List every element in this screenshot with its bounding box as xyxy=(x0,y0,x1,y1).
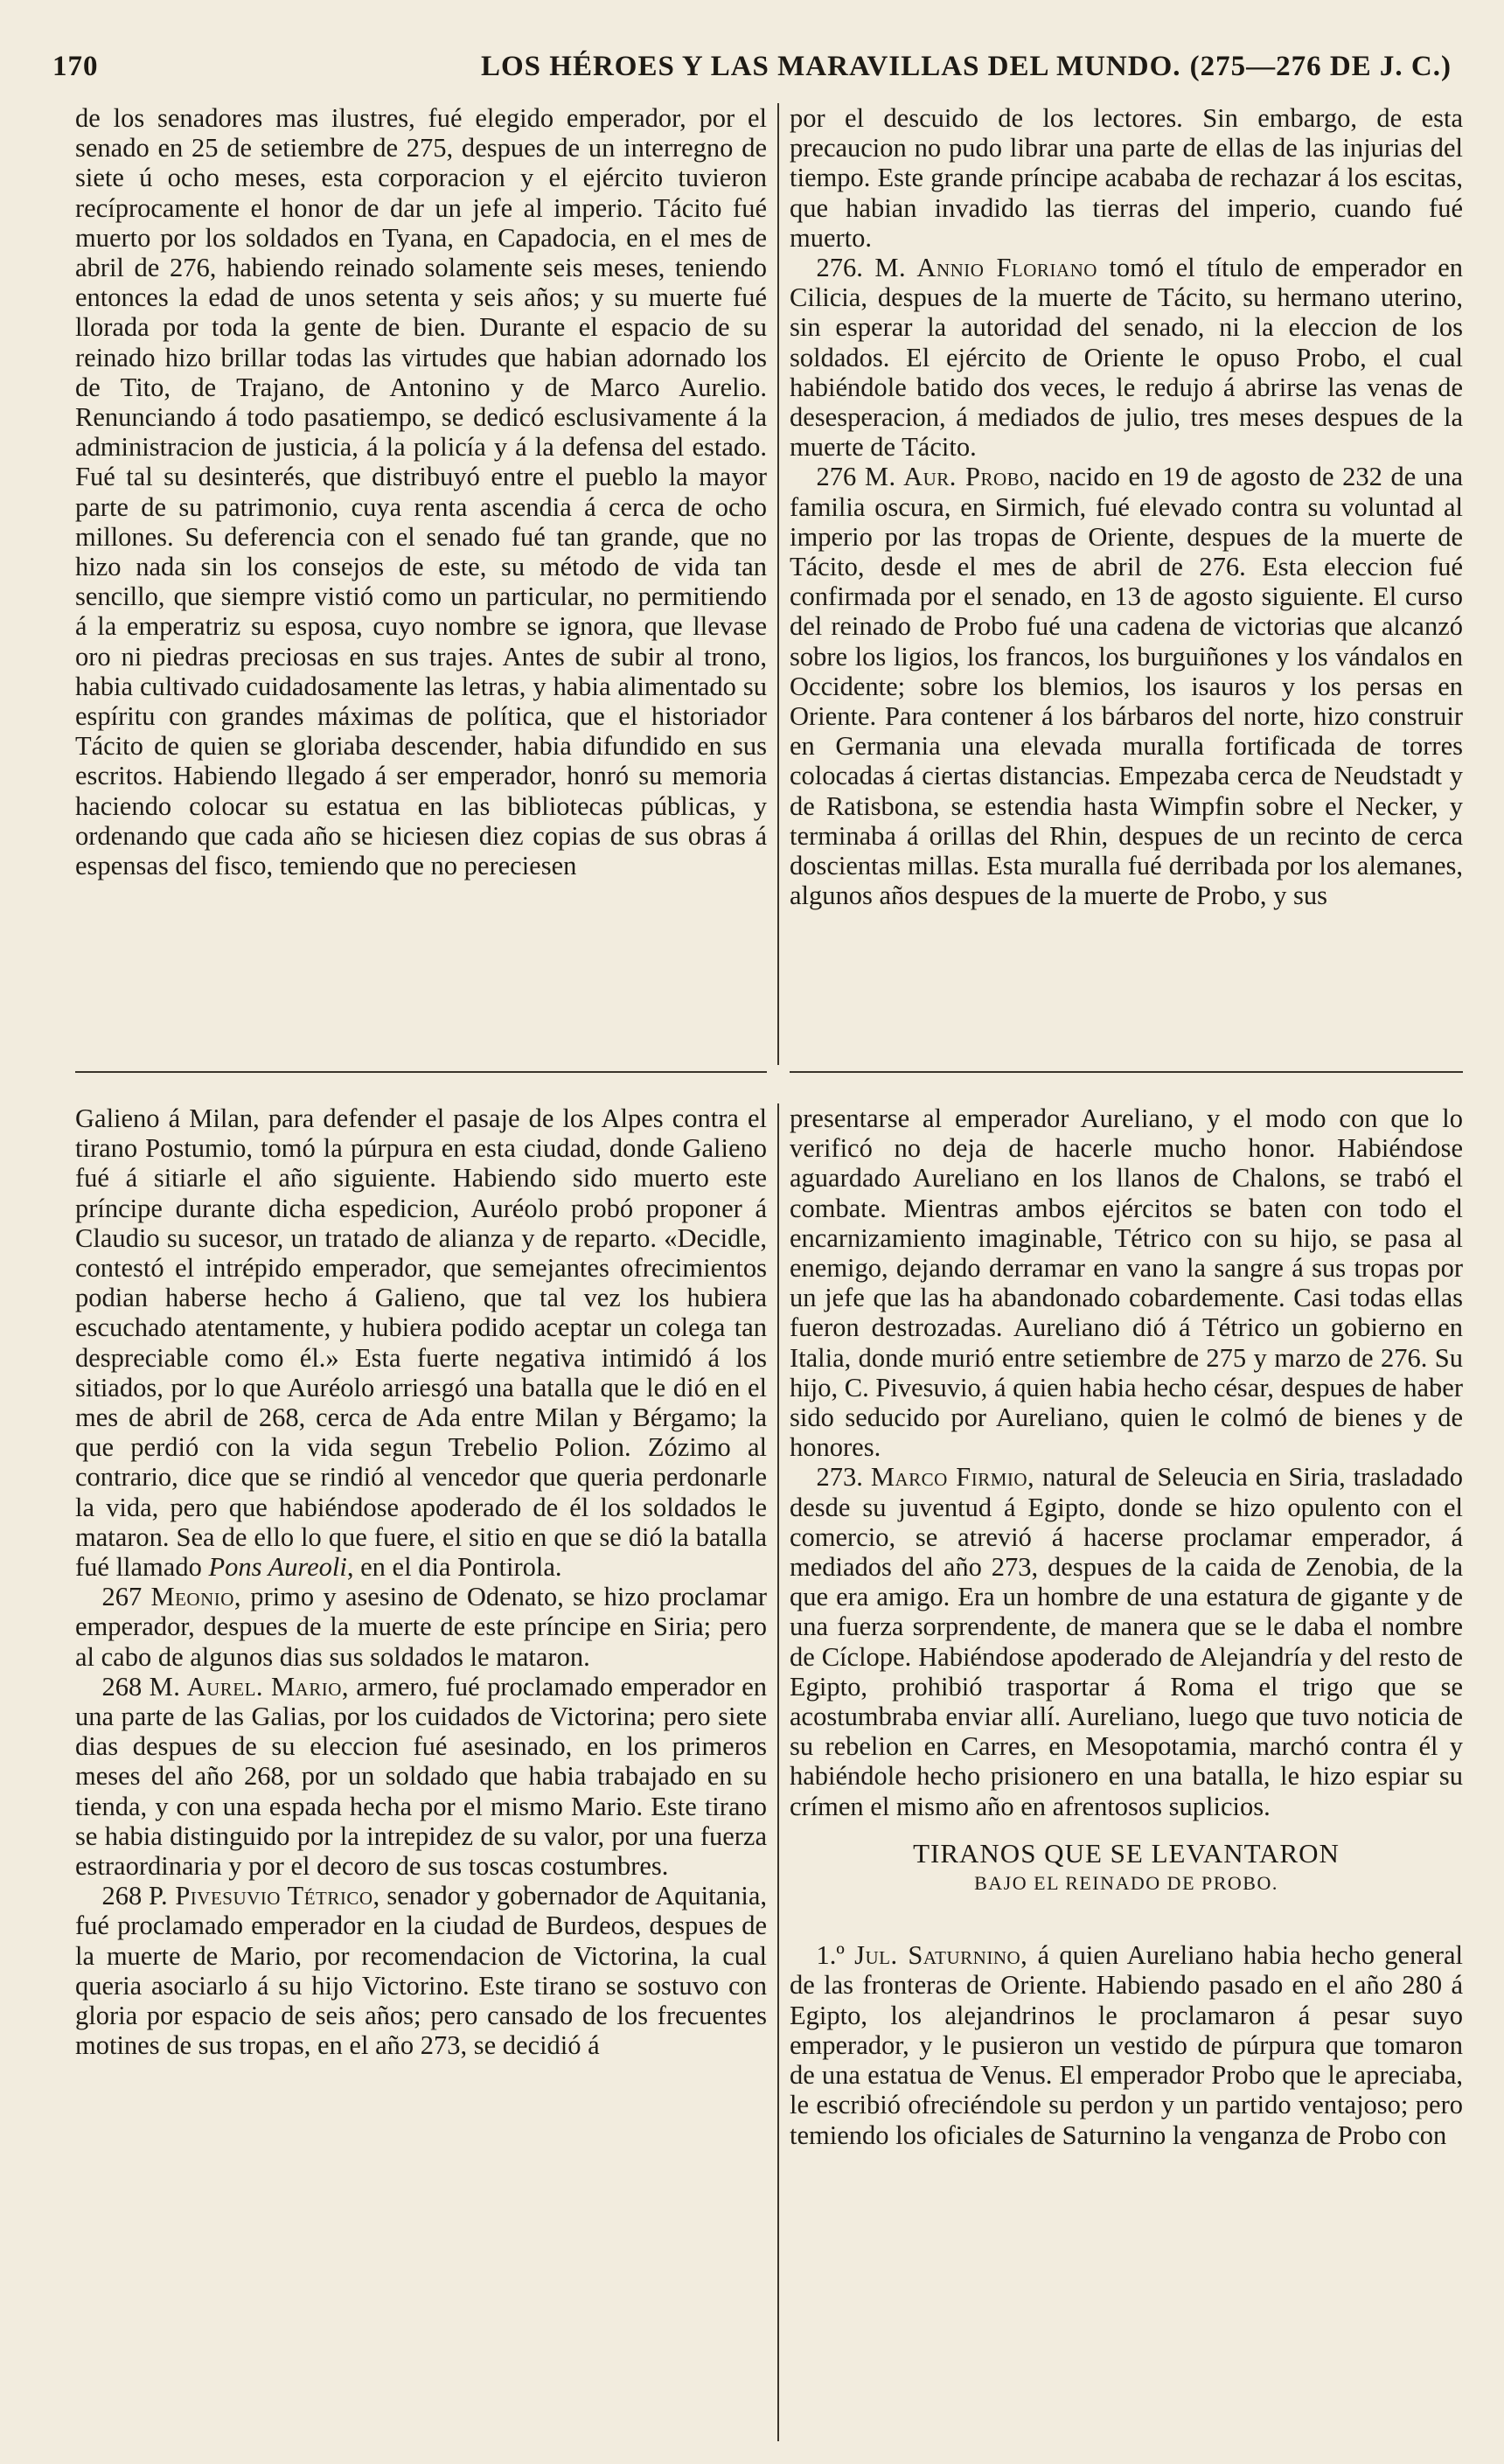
page-number: 170 xyxy=(52,51,99,82)
section-subheading: BAJO EL REINADO DE PROBO. xyxy=(974,1872,1278,1895)
bottom-right-column xyxy=(790,1103,1463,2150)
column-divider-bottom xyxy=(777,1103,779,2441)
top-left-column xyxy=(75,103,767,880)
entry-name: M. Aurel. Mario, xyxy=(149,1671,350,1702)
running-title: LOS HÉROES Y LAS MARAVILLAS DEL MUNDO. xyxy=(481,51,1181,82)
entry-number: 1.º xyxy=(816,1940,845,1971)
entry-mario xyxy=(75,1672,767,1881)
entry-text: primo y asesino de Odenato, se hizo proclamar emperador, despues de la muerte de este príncipe en Siria; pero al cabo de algunos dias sus soldados le mataron. xyxy=(75,1582,768,1672)
bottom-left-column xyxy=(75,1103,767,2061)
entry-text: armero, fué proclamado emperador en una parte de las Galias, por los cuidados de Victorina; pero siete dias despues de su eleccion fué asesinado, en los primeros meses del año 268, por un soldado que habia trabajado en su tienda, y con una espada hecha por el mismo Mario. Este tirano se habia distinguido por la intrepidez de su valor, por una fuerza estraordinaria y por el decoro de sus toscas costumbres. xyxy=(75,1671,768,1882)
entry-name: P. Pivesuvio Tétrico, xyxy=(148,1881,380,1911)
entry-number: 267 xyxy=(101,1582,143,1612)
paragraph: presentarse al emperador Aureliano, y el modo con que lo verificó no deja de hacerle mucho honor. Habiéndose aguardado Aureliano en los llanos de Chalons, se trabó el combate. Mientras ambos ejércitos se baten con todo el encarnizamiento imaginable, Tétrico con su hijo, se pasa al enemigo, dejando derramar en vano la sangre á sus tropas por un jefe que las ha abandonado cobardemente. Casi todas ellas fueron destrozadas. Aureliano dió á Tétrico un gobierno en Italia, donde murió entre setiembre de 275 y marzo de 276. Su hijo, C. Pivesuvio, á quien habia hecho césar, despues de haber sido seducido por Aureliano, quien le colmó de bienes y de honores. xyxy=(790,1103,1463,1463)
entry-name: M. Aur. Probo, xyxy=(864,462,1041,492)
entry-number: 276 xyxy=(816,462,857,492)
section-heading: TIRANOS QUE SE LEVANTARON xyxy=(913,1837,1340,1869)
paragraph: por el descuido de los lectores. Sin embargo, de esta precaucion no pudo librar una parte de ellas de las injurias del tiempo. Este grande príncipe acababa de rechazar á los escitas, que habian invadido las tierras del imperio, cuando fué muerto. xyxy=(790,103,1463,253)
entry-number: 273. xyxy=(816,1462,863,1493)
paragraph-text-end: , en el dia Pontirola. xyxy=(346,1552,562,1583)
paragraph: de los senadores mas ilustres, fué elegido emperador, por el senado en 25 de setiembre de 275, despues de un interregno de siete ú ocho meses, esta corporacion y el ejército tuvieron recíprocamente el honor de dar un jefe al imperio. Tácito fué muerto por los soldados en Tyana, en Capadocia, en el mes de abril de 276, habiendo reinado solamente seis meses, teniendo entonces la edad de unos setenta y seis años; y su muerte fué llorada por toda la gente de bien. Durante el espacio de su reinado hizo brillar todas las virtudes que habian adornado los de Tito, de Trajano, de Antonino y de Marco Aurelio. Renunciando á todo pasatiempo, se dedicó esclusivamente á la administracion de justicia, á la policía y á la defensa del estado. Fué tal su desinterés, que distribuyó entre el pueblo la mayor parte de su patrimonio, cuya renta ascendia á cerca de ocho millones. Su deferencia con el senado fué tan grande, que no hizo nada sin los consejos de este, su método de vida tan sencillo, que siempre vistió como un particular, no permitiendo á la emperatriz su esposa, cuyo nombre se ignora, que llevase oro ni piedras preciosas en sus trajes. Antes de subir al trono, habia cultivado cuidadosamente las letras, y habia alimentado su espíritu con grandes máximas de política, que el historiador Tácito de quien se gloriaba descender, habia difundido en sus escritos. Habiendo llegado á ser emperador, honró su memoria haciendo colocar su estatua en las bibliotecas públicas, y ordenando que cada año se hiciesen diez copias de sus obras á espensas del fisco, temiendo que no pereciesen xyxy=(75,103,767,881)
date-range: (275—276 DE J. C.) xyxy=(1189,51,1452,82)
entry-text: tomó el título de emperador en Cilicia, despues de la muerte de Tácito, su hermano uterino, sin esperar la autoridad del senado, ni la eleccion de los soldados. El ejército de Oriente le opuso Probo, el cual habiéndole batido dos veces, le redujo á abrirse las venas de desesperacion, á mediados de julio, tres meses despues de la muerte de Tácito. xyxy=(790,253,1463,463)
entry-name: M. Annio Floriano xyxy=(874,253,1097,283)
entry-name: Meonio, xyxy=(150,1582,242,1612)
entry-name: Jul. Saturnino, xyxy=(854,1940,1028,1971)
column-divider-top xyxy=(777,103,779,1065)
section-rule-right xyxy=(790,1071,1463,1073)
entry-meonio xyxy=(75,1582,767,1672)
entry-number: 268 xyxy=(101,1881,143,1911)
entry-number: 268 xyxy=(101,1671,143,1702)
running-header xyxy=(52,51,1452,94)
entry-text: nacido en 19 de agosto de 232 de una familia oscura, en Sirmich, fué elevado contra su voluntad al imperio por las tropas de Oriente, despues de la muerte de Tácito, desde el mes de abril de 276. Esta eleccion fué confirmada por el senado, en 13 de agosto siguiente. El curso del reinado de Probo fué una cadena de victorias que alcanzó sobre los ligios, los francos, los burguiñones y los vándalos en Occidente; sobre los blemios, los isauros y los persas en Oriente. Para contener á los bárbaros del norte, hizo construir en Germania una elevada muralla fortificada de torres colocadas á ciertas distancias. Empezaba cerca de Neudstadt y de Ratisbona, se estendia hasta Wimpfin sobre el Necker, y terminaba á orillas del Rhin, despues de un recinto de cerca doscientas millas. Esta muralla fué derribada por los alemanes, algunos años despues de la muerte de Probo, y sus xyxy=(790,462,1464,911)
italic-place-name: Pons Aureoli xyxy=(208,1552,347,1583)
entry-name: Marco Firmio, xyxy=(870,1462,1035,1493)
entry-number: 276. xyxy=(816,253,863,283)
top-right-column xyxy=(790,103,1463,910)
entry-floriano xyxy=(790,253,1463,462)
section-rule-left xyxy=(75,1071,767,1073)
entry-firmio xyxy=(790,1462,1463,1820)
entry-tetrico xyxy=(75,1881,767,2060)
entry-text: á quien Aureliano habia hecho general de las fronteras de Oriente. Habiendo pasado en el año 280 á Egipto, los alejandrinos le proclamaron á pesar suyo emperador, y le pusieron un vestido de púrpura que tomaron de una estatua de Venus. El emperador Probo que le apreciaba, le escribió ofreciéndole su perdon y un partido ventajoso; pero temiendo los oficiales de Saturnino la venganza de Probo con xyxy=(790,1940,1464,2150)
paragraph xyxy=(75,1103,767,1582)
entry-probo xyxy=(790,462,1463,910)
entry-text: senador y gobernador de Aquitania, fué proclamado emperador en la ciudad de Burdeos, despues de la muerte de Mario, por recomendacion de Victorina, la cual queria asociarlo á su hijo Victorino. Este tirano se sostuvo con gloria por espacio de seis años; pero cansado de los frecuentes motines de sus tropas, en el año 273, se decidió á xyxy=(75,1881,768,2061)
entry-saturnino xyxy=(790,1940,1463,2149)
entry-text: natural de Seleucia en Siria, trasladado desde su juventud á Egipto, donde se hizo opulento con el comercio, se atrevió á hacerse proclamar emperador, á mediados del año 273, despues de la caida de Zenobia, de la que era amigo. Era un hombre de una estatura de gigante y de una fuerza sorprendente, de manera que se le daba el nombre de Cíclope. Habiéndose apoderado de Alejandría y del resto de Egipto, prohibió trasportar á Roma el trigo que se acostumbraba enviar allí. Aureliano, luego que tuvo noticia de su rebelion en Carres, en Mesopotamia, marchó contra él y habiéndole hecho prisionero en una batalla, le hizo espiar su crímen el mismo año en afrentosos suplicios. xyxy=(790,1462,1464,1821)
paragraph-text: Galieno á Milan, para defender el pasaje de los Alpes contra el tirano Postumio, tomó la púrpura en esta ciudad, donde Galieno fué á sitiarle el año siguiente. Habiendo sido muerto este príncipe durante dicha espedicion, Auréolo probó proponer á Claudio su sucesor, un tratado de alianza y de reparto. «Decidle, contestó el intrépido emperador, que semejantes ofrecimientos podian haberse hecho á Galieno, que tal vez los hubiera escuchado atentamente, y hubiera podido aceptar un colega tan despreciable como él.» Esta fuerte negativa intimidó á los sitiados, por lo que Auréolo arriesgó una batalla que le dió en el mes de abril de 268, cerca de Ada entre Milan y Bérgamo; la que perdió con la vida segun Trebelio Polion. Zózimo al contrario, dice que se rindió al vencedor que queria perdonarle la vida, pero que habiéndose apoderado de él los soldados le mataron. Sea de ello lo que fuere, el sitio en que se dió la batalla fué llamado xyxy=(75,1103,767,1583)
